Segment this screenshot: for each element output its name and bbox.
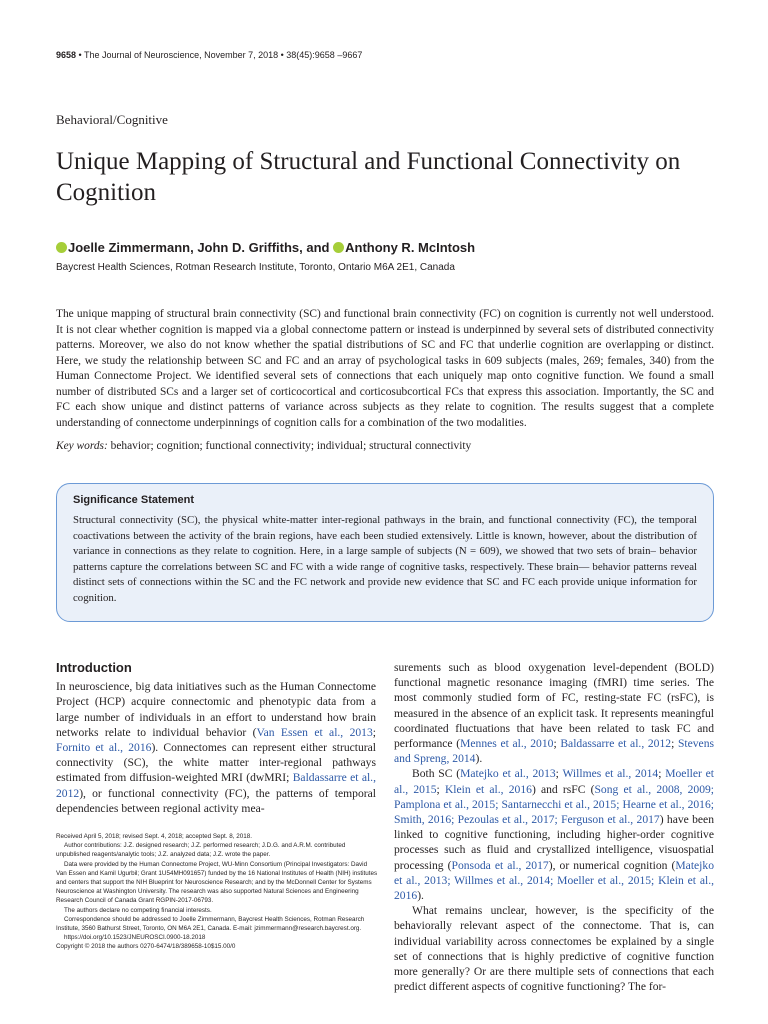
significance-text: Structural connectivity (SC), the physical white-matter inter-regional pathways in the brain, and functional connectivity (FC), the temporal coactivations between the activity of the brain regions, have each been studied extensively. Little is known, however, about the distribution of variance in connections as they relate to cognition. Here, in a large sample of subjects (N = 609), we showed that two sets of brain– behavior patterns capture the correlations between SC and FC with a wide range of cognitive tasks, respectively. These brain— behavior patterns reveal distinct sets of connections within the SC and the FC network and provide new evidence that SC and FC each provide unique information for cognition. xyxy=(73,514,697,604)
section-label: Behavioral/Cognitive xyxy=(56,112,168,127)
citation-link[interactable]: Fornito et al., 2016 xyxy=(56,741,152,755)
intro-paragraph-1-continued xyxy=(394,660,714,766)
intro-paragraph-2 xyxy=(394,766,714,903)
keywords-text: behavior; cognition; functional connectivity; individual; structural connectivity xyxy=(107,440,472,452)
orcid-icon[interactable] xyxy=(333,242,344,253)
intro-paragraph-3: What remains unclear, however, is the specificity of the behaviorally relevant aspect of the connectome. That is, can individual variability across connectomes be explained by a single set of connections that is highly predictive of cognitive function more generally? Or are there multiple sets of connections that each predict different aspects of cognitive functioning? The for- xyxy=(394,904,714,994)
intro-paragraph-1 xyxy=(56,679,376,816)
affiliation: Baycrest Health Sciences, Rotman Research Institute, Toronto, Ontario M6A 2E1, Canada xyxy=(56,262,455,273)
citation-link[interactable]: Moeller et al., 2015 xyxy=(394,767,714,796)
text-run: ; xyxy=(555,767,563,781)
significance-title: Significance Statement xyxy=(73,494,195,506)
citation-link[interactable]: Klein et al., 2016 xyxy=(444,782,532,796)
paper-title: Unique Mapping of Structural and Functional Connectivity on Cognition xyxy=(56,148,681,206)
citation-link[interactable]: Ponsoda et al., 2017 xyxy=(451,858,549,872)
text-run: ), or functional connectivity (FC), the patterns of temporal dependencies between regional activity mea- xyxy=(56,786,376,815)
citation-link[interactable]: Matejko et al., 2013; Willmes et al., 2014; Moeller et al., 2015; Klein et al., 2016 xyxy=(394,858,714,903)
introduction-heading: Introduction xyxy=(56,660,132,675)
citation-link[interactable]: Willmes et al., 2014 xyxy=(562,767,659,781)
citation-link[interactable]: Baldassarre et al., 2012 xyxy=(560,737,672,751)
authors-part2: Anthony R. McIntosh xyxy=(345,240,476,255)
page-number: 9658 xyxy=(56,50,77,60)
text-run: ). xyxy=(417,889,424,903)
citation-link[interactable]: Song et al., 2008, 2009; Pamplona et al., 2015; Santarnecchi et al., 2015; Hearne et al., 2016; Smith, 2016; Pezoulas et al., 2017; Ferguson et al., 2017 xyxy=(394,782,715,827)
text-run: ). xyxy=(475,752,483,766)
footnote-received: Received April 5, 2018; revised Sept. 4, 2018; accepted Sept. 8, 2018. xyxy=(56,833,253,840)
text-run: ; xyxy=(671,737,678,751)
text-run: ; xyxy=(553,737,561,751)
text-run: ; xyxy=(658,767,666,781)
citation-link[interactable]: Van Essen et al., 2013 xyxy=(256,725,373,739)
abstract: The unique mapping of structural brain connectivity (SC) and functional brain connectivity (FC) on cognition is currently not well understood. It is not clear whether cognition is mapped via a global connectome pattern or instead is underpinned by several sets of distributed connectivity patterns. Moreover, we also do not know whether the spatial distributions of SC and FC that underlie cognition are overlapping or distinct. Here, we study the relationship between SC and FC and an array of psychological tasks in 609 subjects (males, 269; females, 340) from the Human Connectome Project. We identified several sets of connections that each uniquely map onto cognitive function. We found a small number of distributed SCs and a larger set of corticocortical and corticosubcortical FCs that express this association. Importantly, the SC and FC each show unique and distinct patterns of variance across subjects as they relate to cognition. The results suggest that a complete understanding of connectome underpinnings of cognition calls for a combination of the two modalities. xyxy=(56,308,714,429)
footnotes xyxy=(56,832,378,952)
text-run: ), or numerical cognition ( xyxy=(548,858,676,872)
significance-statement-box xyxy=(56,483,714,622)
footnote-funding: Data were provided by the Human Connectome Project, WU-Minn Consortium (Principal Investigators: David Van Essen and Kamil Ugurbil; Grant 1U54MH091657) funded by the 16 National Institutes of Health (NIH) institutes and centers that support the NIH Blueprint for Neuroscience Research; and by the McDonnell Center for Systems Neuroscience at Washington University. The research was also supported Natural Sciences and Engineering Research Council of Canada Grant RGPIN-2017-06793. xyxy=(56,860,378,905)
left-column xyxy=(56,660,376,816)
footnote-correspondence: Correspondence should be addressed to Joelle Zimmermann, Baycrest Health Sciences, Rotman Research Institute, 3560 Bathurst Street, Toronto, ON M6A 2E1, Canada. E-mail: jzimmermann@research.baycrest.org. xyxy=(56,915,365,933)
citation-link[interactable]: Stevens and Spreng, 2014 xyxy=(394,737,715,766)
journal-citation: • The Journal of Neuroscience, November 7, 2018 • 38(45):9658 –9667 xyxy=(76,50,363,60)
authors-part1: Joelle Zimmermann, John D. Griffiths, and xyxy=(68,240,334,255)
text-run: ; xyxy=(372,725,376,739)
citation-link[interactable]: Baldassarre et al., 2012 xyxy=(56,771,376,800)
citation-link[interactable]: Mennes et al., 2010 xyxy=(460,737,554,751)
footnote-copyright: Copyright © 2018 the authors 0270-6474/18/389658-10$15.00/0 xyxy=(56,943,236,951)
text-run: surements such as blood oxygenation level-dependent (BOLD) functional magnetic resonance imaging (fMRI) time series. The most commonly studied form of FC, resting-state FC (rsFC), is measured in the absence of an explicit task. It represents meaningful coordinated fluctuations that have been related to task FC and performance ( xyxy=(394,661,714,751)
journal-header xyxy=(56,50,362,60)
footnote-interests: The authors declare no competing financial interests. xyxy=(64,906,212,914)
footnote-contributions: Author contributions: J.Z. designed research; J.Z. performed research; J.D.G. and A.R.M. contributed unpublished reagents/analytic tools; J.Z. analyzed data; J.Z. wrote the paper. xyxy=(56,842,346,859)
text-run: Both SC ( xyxy=(412,767,461,781)
right-column xyxy=(394,660,714,994)
footnote-doi[interactable]: https://doi.org/10.1523/JNEUROSCI.0900-18.2018 xyxy=(64,934,206,942)
citation-link[interactable]: Matejko et al., 2013 xyxy=(460,767,556,781)
text-run: ). Connectomes can represent either structural connectivity (SC), the white matter inter-regional pathways estimated from diffusion-weighted MRI (dwMRI; xyxy=(56,741,377,785)
keywords xyxy=(56,440,714,452)
author-list xyxy=(56,240,475,255)
text-run: In neuroscience, big data initiatives such as the Human Connectome Project (HCP) acquire connectomic and phenotypic data from a large number of individuals in an effort to understand how brain networks relate to individual behavior ( xyxy=(56,680,376,739)
keywords-label: Key words: xyxy=(56,440,108,452)
text-run: ) have been linked to cognitive functioning, including higher-order cognitive processes such as fluid and crystallized intelligence, visuospatial processing ( xyxy=(394,813,714,872)
text-run: ) and rsFC ( xyxy=(531,782,595,796)
text-run: ; xyxy=(436,782,445,796)
orcid-icon[interactable] xyxy=(56,242,67,253)
